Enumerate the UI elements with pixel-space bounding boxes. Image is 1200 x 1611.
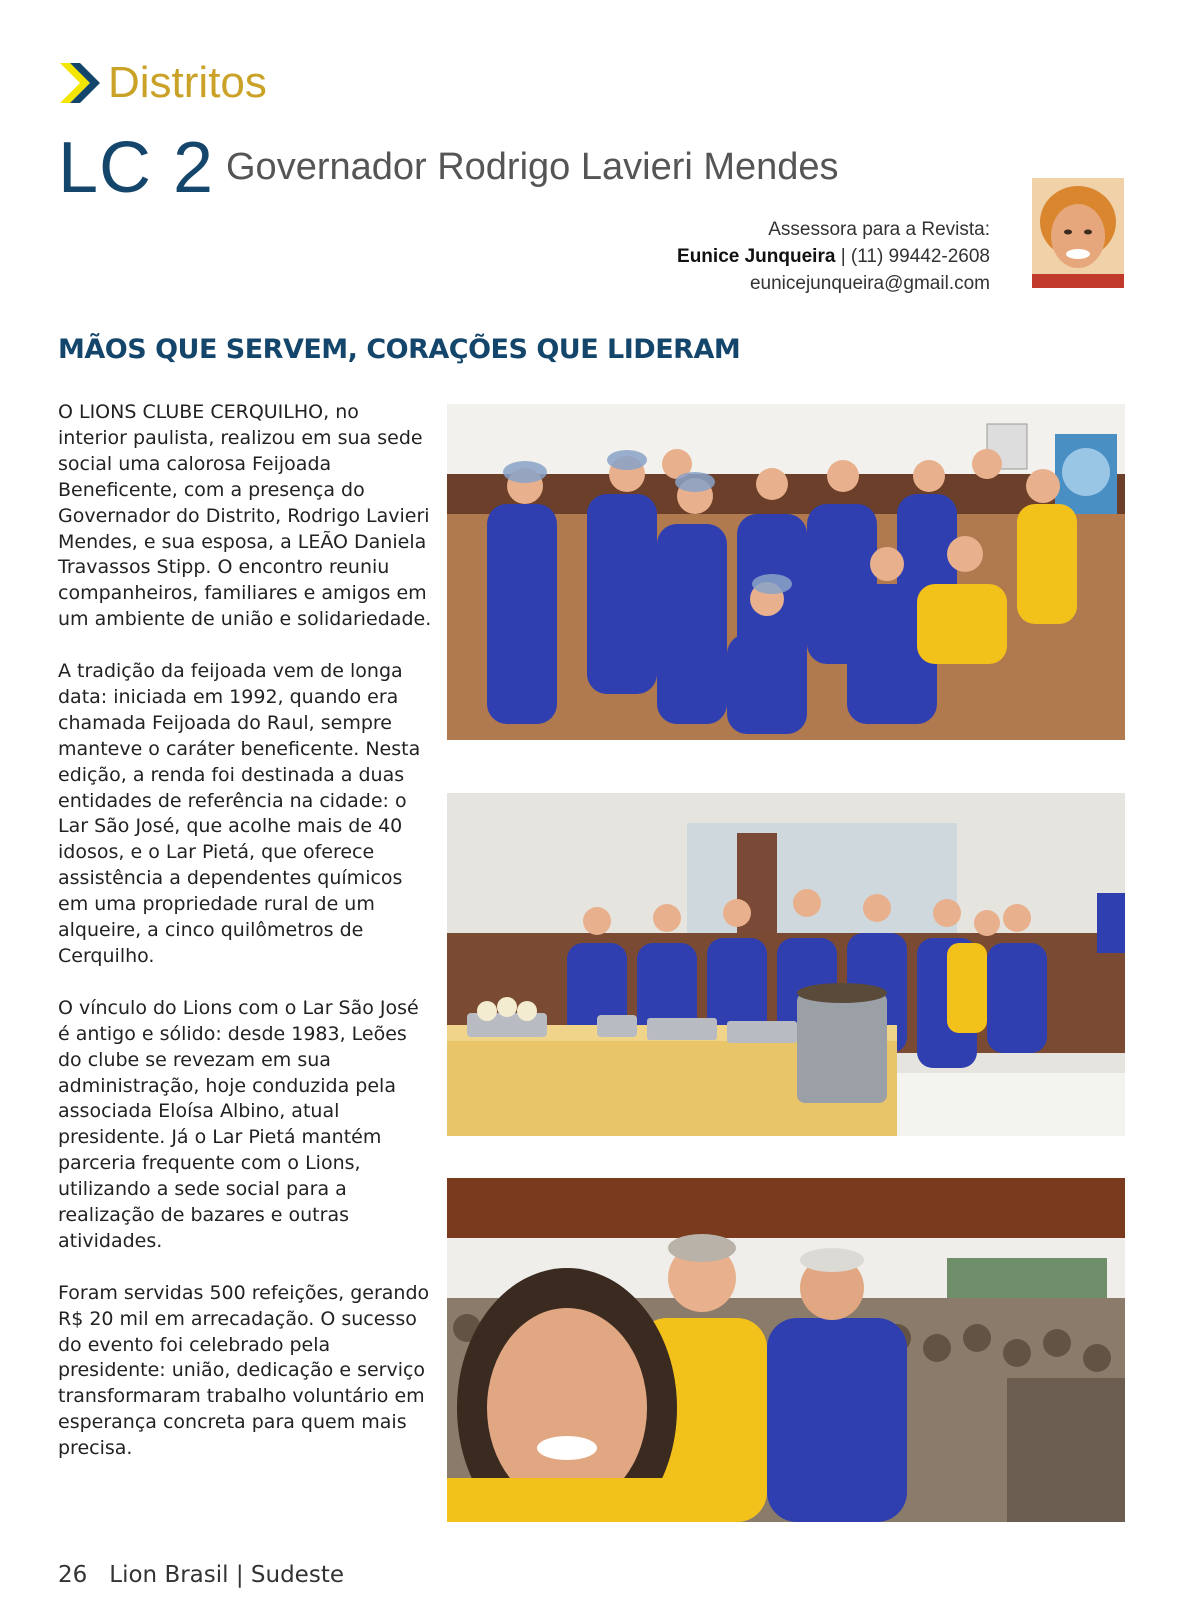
- article-headline: MÃOS QUE SERVEM, CORAÇÕES QUE LIDERAM: [58, 334, 741, 365]
- photo-serving-table: [447, 793, 1125, 1136]
- section-title: Distritos: [108, 58, 267, 107]
- advisor-email: eunicejunqueira@gmail.com: [749, 273, 990, 294]
- district-code: LC 2: [58, 128, 215, 208]
- publication-name: Lion Brasil | Sudeste: [109, 1562, 344, 1588]
- page-footer: [58, 1562, 344, 1588]
- paragraph: O LIONS CLUBE CERQUILHO, no interior paulista, realizou em sua sede social uma calorosa Feijoada Beneficente, com a presença do Governador do Distrito, Rodrigo Lavieri Mendes, e sua esposa, a LEÃO Daniela Travassos Stipp. O encontro reuniu companheiros, familiares e amigos em um ambiente de união e solidariedade.: [58, 401, 432, 631]
- paragraph: A tradição da feijoada vem de longa data: iniciada em 1992, quando era chamada Feijoada do Raul, sempre manteve o caráter beneficente. Nesta edição, a renda foi destinada a duas entidades de referência na cidade: o Lar São José, que acolhe mais de 40 idosos, e o Lar Pietá, que oferece assistência a dependentes químicos em uma propriedade rural de um alqueire, a cinco quilômetros de Cerquilho.: [58, 660, 421, 968]
- chevron-right-icon: [58, 61, 102, 105]
- photo-group-volunteers: [447, 404, 1125, 740]
- advisor-phone: | (11) 99442-2608: [840, 246, 990, 267]
- advisor-portrait: [1032, 178, 1124, 288]
- paragraph: O vínculo do Lions com o Lar São José é antigo e sólido: desde 1983, Leões do clube se revezam em sua administração, hoje conduzida pela associada Eloísa Albino, atual presidente. Já o Lar Pietá mantém parceria frequente com o Lions, utilizando a sede social para a realização de bazares e outras atividades.: [58, 996, 419, 1252]
- photo-selfie-hall: [447, 1178, 1125, 1522]
- page-number: 26: [58, 1562, 88, 1588]
- advisor-role: Assessora para a Revista:: [768, 219, 990, 240]
- advisor-name: Eunice Junqueira: [677, 246, 836, 267]
- section-header: [58, 58, 267, 108]
- article-body: [58, 400, 433, 1488]
- paragraph: Foram servidas 500 refeições, gerando R$ 20 mil em arrecadação. O sucesso do evento foi celebrado pela presidente: união, dedicação e serviço transformaram trabalho voluntário em esperança concreta para quem mais precisa.: [58, 1281, 430, 1460]
- advisor-line: [677, 243, 990, 270]
- governor-name: Governador Rodrigo Lavieri Mendes: [226, 146, 839, 188]
- advisor-contact: [677, 216, 990, 297]
